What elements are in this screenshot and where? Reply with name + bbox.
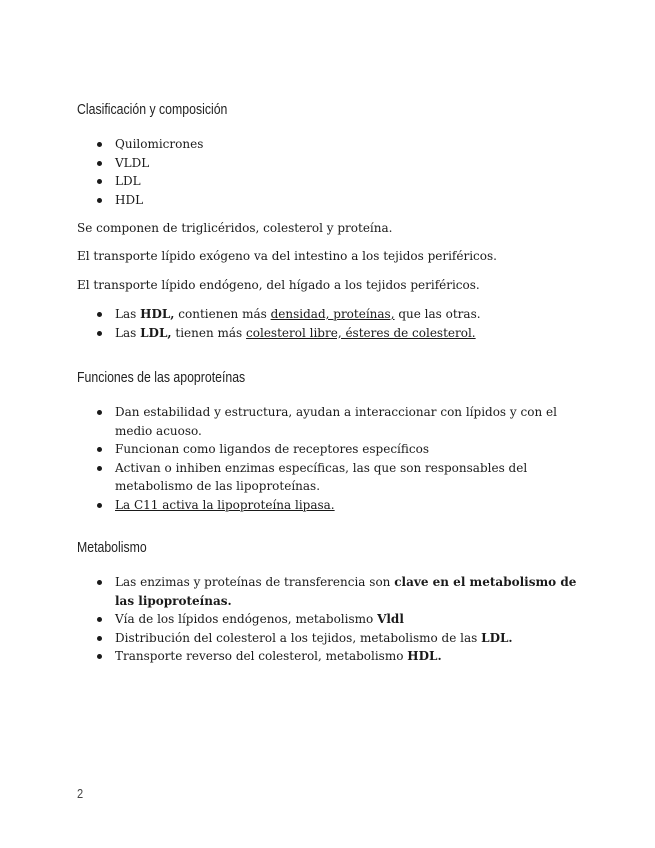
section-heading-funciones: Funciones de las apoproteínas <box>77 369 246 386</box>
lipoprotein-list <box>77 135 577 209</box>
list-item: LDL <box>77 172 577 191</box>
list-item-hdl: Las HDL, contienen más densidad, proteínas, que las otras. <box>77 305 577 324</box>
hdl-ldl-list <box>77 305 577 342</box>
paragraph-transporte-exogeno: El transporte lípido exógeno va del intestino a los tejidos periféricos. <box>77 249 497 263</box>
list-item: Dan estabilidad y estructura, ayudan a interaccionar con lípidos y con el medio acuoso. <box>77 403 577 440</box>
funciones-list <box>77 403 577 514</box>
page-number: 2 <box>77 786 84 801</box>
list-item: Vía de los lípidos endógenos, metabolismo Vldl <box>77 610 577 629</box>
list-item: Distribución del colesterol a los tejidos, metabolismo de las LDL. <box>77 629 577 648</box>
list-item: Activan o inhiben enzimas específicas, las que son responsables del metabolismo de las lipoproteínas. <box>77 459 577 496</box>
list-item: Funcionan como ligandos de receptores específicos <box>77 440 577 459</box>
list-item-c11: La C11 activa la lipoproteína lipasa. <box>77 496 577 515</box>
section-heading-clasificacion: Clasificación y composición <box>77 101 228 118</box>
list-item: HDL <box>77 191 577 210</box>
list-item-ldl: Las LDL, tienen más colesterol libre, ésteres de colesterol. <box>77 324 577 343</box>
list-item: VLDL <box>77 154 577 173</box>
metabolismo-list <box>77 573 577 666</box>
paragraph-composicion: Se componen de triglicéridos, colesterol y proteína. <box>77 221 393 235</box>
list-item: Transporte reverso del colesterol, metabolismo HDL. <box>77 647 577 666</box>
list-item: Quilomicrones <box>77 135 577 154</box>
list-item: Las enzimas y proteínas de transferencia son clave en el metabolismo de las lipoproteínas. <box>77 573 577 610</box>
paragraph-transporte-endogeno: El transporte lípido endógeno, del hígado a los tejidos periféricos. <box>77 278 480 292</box>
section-heading-metabolismo: Metabolismo <box>77 539 147 556</box>
